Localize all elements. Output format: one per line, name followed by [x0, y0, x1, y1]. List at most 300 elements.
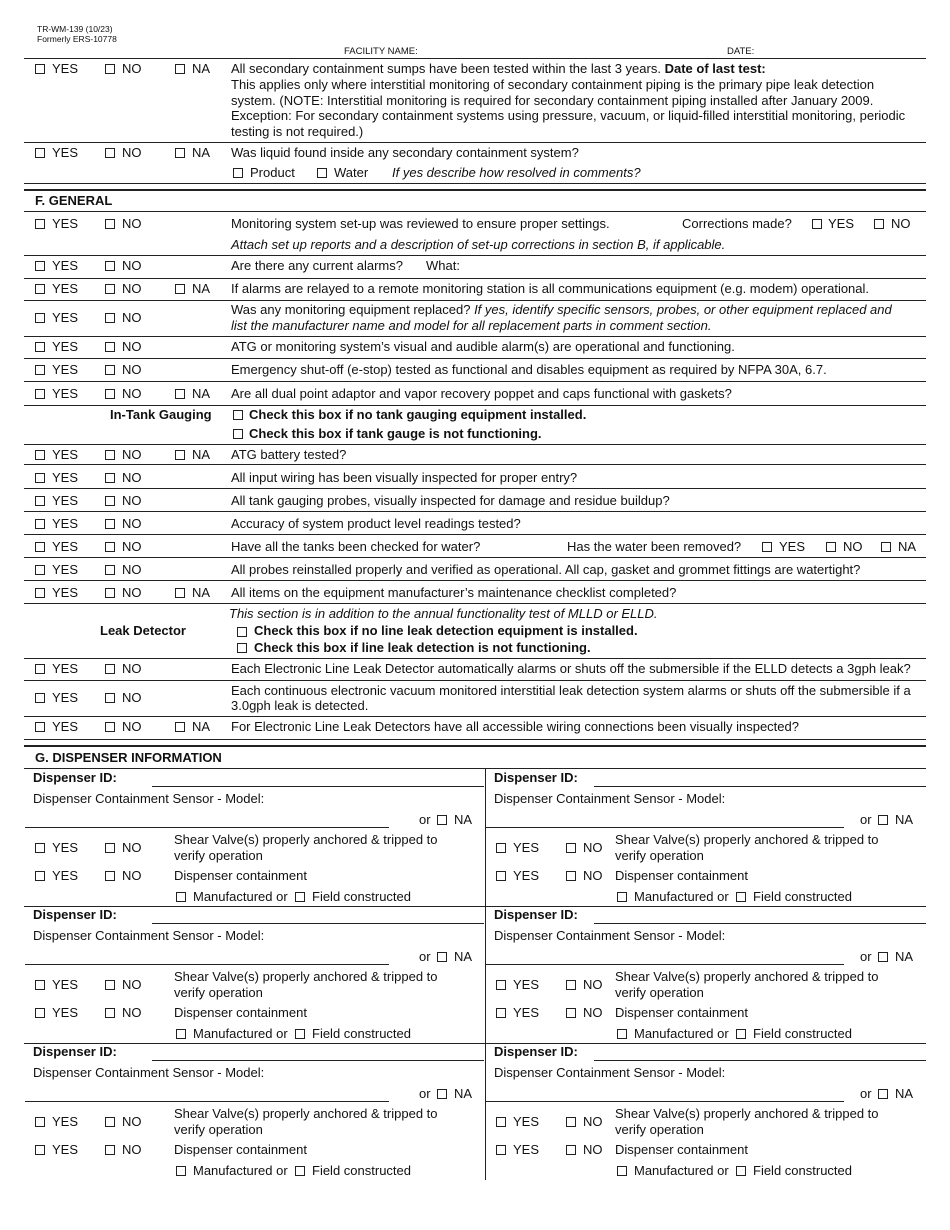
yes-label: YES [52, 1142, 79, 1157]
na-label: NA [192, 386, 211, 401]
sensor-model-field[interactable] [25, 827, 389, 828]
no-label: NO [122, 258, 142, 273]
yes-label: YES [52, 281, 79, 296]
gauge-not-functioning-checkbox[interactable] [233, 429, 243, 439]
leak-detector-note: This section is in addition to the annual functionality test of MLLD or ELLD. [229, 606, 658, 621]
yes-checkbox[interactable] [35, 542, 45, 552]
water-removed-yes-checkbox[interactable] [762, 542, 772, 552]
yes-label: YES [52, 216, 79, 231]
yes-label: YES [52, 690, 79, 705]
yes-checkbox[interactable] [35, 148, 45, 158]
sensor-model-field[interactable] [486, 1101, 844, 1102]
dispenser-id-field[interactable] [152, 1060, 484, 1061]
dispenser-id-label: Dispenser ID: [494, 907, 578, 922]
yes-label: YES [513, 977, 540, 992]
no-label: NO [843, 539, 863, 554]
field-constructed-label: Field constructed [753, 1026, 852, 1041]
yes-checkbox[interactable] [35, 284, 45, 294]
shear-valve-text: Shear Valve(s) properly anchored & tripped to [615, 1106, 879, 1121]
containment-no-checkbox[interactable] [566, 1008, 576, 1018]
no-checkbox[interactable] [105, 664, 115, 674]
shear-valve-yes-checkbox[interactable] [35, 843, 45, 853]
na-checkbox[interactable] [175, 588, 185, 598]
no-label: NO [122, 1114, 142, 1129]
na-checkbox[interactable] [175, 284, 185, 294]
yes-label: YES [513, 868, 540, 883]
divider [24, 358, 926, 359]
no-label: NO [122, 1005, 142, 1020]
yes-checkbox[interactable] [35, 389, 45, 399]
divider [24, 255, 926, 256]
shear-valve-text: Shear Valve(s) properly anchored & tripped to [174, 832, 438, 847]
containment-no-checkbox[interactable] [105, 871, 115, 881]
yes-label: YES [779, 539, 806, 554]
divider [24, 511, 926, 512]
shear-valve-text: verify operation [615, 985, 704, 1000]
no-label: NO [122, 661, 142, 676]
yes-label: YES [52, 977, 79, 992]
no-checkbox[interactable] [105, 64, 115, 74]
manufactured-label: Manufactured or [193, 889, 288, 904]
no-checkbox[interactable] [105, 565, 115, 575]
yes-label: YES [513, 1005, 540, 1020]
field-constructed-checkbox[interactable] [736, 1029, 746, 1039]
question-note: Attach set up reports and a description of set-up corrections in section B, if applicable. [231, 237, 726, 252]
sensor-model-field[interactable] [486, 827, 844, 828]
no-checkbox[interactable] [105, 284, 115, 294]
no-label: NO [583, 1005, 603, 1020]
no-label: NO [122, 61, 142, 76]
yes-label: YES [52, 719, 79, 734]
containment-text: Dispenser containment [174, 1142, 307, 1157]
dispenser-id-field[interactable] [594, 923, 926, 924]
no-checkbox[interactable] [105, 219, 115, 229]
manufactured-label: Manufactured or [193, 1163, 288, 1178]
question-text: Are all dual point adaptor and vapor recovery poppet and caps functional with gaskets? [231, 386, 732, 401]
no-label: NO [122, 281, 142, 296]
manufactured-checkbox[interactable] [617, 1166, 627, 1176]
na-label: NA [192, 281, 211, 296]
question-text: All tank gauging probes, visually inspected for damage and residue buildup? [231, 493, 670, 508]
yes-checkbox[interactable] [35, 219, 45, 229]
question-text: All input wiring has been visually inspected for proper entry? [231, 470, 578, 485]
or-label: or [419, 1086, 431, 1101]
shear-valve-text: Shear Valve(s) properly anchored & tripped to [174, 1106, 438, 1121]
na-label: NA [192, 447, 211, 462]
shear-valve-text: Shear Valve(s) properly anchored & tripped to [174, 969, 438, 984]
form-formerly: Formerly ERS-10778 [37, 34, 117, 44]
shear-valve-text: verify operation [174, 1122, 263, 1137]
divider [24, 183, 926, 184]
dispenser-id-field[interactable] [152, 923, 484, 924]
shear-valve-text: verify operation [615, 1122, 704, 1137]
yes-label: YES [52, 339, 79, 354]
or-label: or [419, 949, 431, 964]
divider [24, 580, 926, 581]
shear-valve-no-checkbox[interactable] [566, 980, 576, 990]
dispenser-id-field[interactable] [594, 1060, 926, 1061]
shear-valve-no-checkbox[interactable] [105, 980, 115, 990]
no-checkbox[interactable] [105, 342, 115, 352]
shear-valve-yes-checkbox[interactable] [496, 980, 506, 990]
divider [24, 381, 926, 382]
shear-valve-no-checkbox[interactable] [105, 843, 115, 853]
shear-valve-text: verify operation [174, 985, 263, 1000]
manufactured-checkbox[interactable] [176, 1029, 186, 1039]
no-label: NO [122, 470, 142, 485]
no-label: NO [122, 868, 142, 883]
yes-checkbox[interactable] [35, 693, 45, 703]
divider [24, 658, 926, 659]
field-constructed-label: Field constructed [312, 889, 411, 904]
yes-checkbox[interactable] [35, 473, 45, 483]
field-constructed-checkbox[interactable] [295, 892, 305, 902]
yes-label: YES [52, 310, 79, 325]
no-label: NO [122, 339, 142, 354]
no-label: NO [122, 539, 142, 554]
yes-label: YES [52, 562, 79, 577]
divider [24, 768, 926, 769]
na-checkbox[interactable] [175, 450, 185, 460]
no-label: NO [583, 868, 603, 883]
divider [24, 278, 926, 279]
question-text: If alarms are relayed to a remote monitoring station is all communications equipment (e.g. modem) operational. [231, 281, 870, 296]
water-removed-label: Has the water been removed? [567, 539, 742, 554]
yes-checkbox[interactable] [35, 722, 45, 732]
yes-checkbox[interactable] [35, 664, 45, 674]
no-label: NO [122, 977, 142, 992]
no-checkbox[interactable] [105, 588, 115, 598]
shear-valve-text: Shear Valve(s) properly anchored & tripped to [615, 832, 879, 847]
no-checkbox[interactable] [105, 542, 115, 552]
yes-label: YES [52, 1114, 79, 1129]
question-text: Are there any current alarms? [231, 258, 403, 273]
containment-yes-checkbox[interactable] [35, 871, 45, 881]
or-label: or [860, 949, 872, 964]
yes-label: YES [52, 1005, 79, 1020]
shear-valve-yes-checkbox[interactable] [496, 843, 506, 853]
leak-detector-label: Leak Detector [100, 623, 186, 638]
divider [24, 444, 926, 445]
sensor-model-label: Dispenser Containment Sensor - Model: [33, 1065, 265, 1080]
question-note: list the manufacturer name and model for all replacement parts in comment section. [231, 318, 712, 333]
no-label: NO [122, 493, 142, 508]
yes-checkbox[interactable] [35, 365, 45, 375]
yes-label: YES [513, 840, 540, 855]
containment-no-checkbox[interactable] [566, 1145, 576, 1155]
question-detail: This applies only where interstitial monitoring of secondary containment piping is the primary pipe leak detection [231, 77, 875, 92]
yes-label: YES [52, 145, 79, 160]
no-checkbox[interactable] [105, 722, 115, 732]
date-label: DATE: [727, 46, 755, 57]
divider [24, 142, 926, 143]
na-label: NA [192, 61, 211, 76]
question-text: Have all the tanks been checked for water? [231, 539, 481, 554]
containment-no-checkbox[interactable] [566, 871, 576, 881]
no-checkbox[interactable] [105, 450, 115, 460]
yes-label: YES [52, 362, 79, 377]
containment-yes-checkbox[interactable] [35, 1145, 45, 1155]
field-constructed-label: Field constructed [312, 1163, 411, 1178]
containment-yes-checkbox[interactable] [496, 1145, 506, 1155]
manufactured-checkbox[interactable] [617, 892, 627, 902]
divider [24, 405, 926, 406]
yes-label: YES [828, 216, 855, 231]
no-label: NO [583, 977, 603, 992]
yes-label: YES [52, 539, 79, 554]
water-removed-na-checkbox[interactable] [881, 542, 891, 552]
dispenser-id-label: Dispenser ID: [494, 1044, 578, 1059]
no-label: NO [122, 562, 142, 577]
corrections-yes-checkbox[interactable] [812, 219, 822, 229]
manufactured-checkbox[interactable] [176, 1166, 186, 1176]
sensor-na-checkbox[interactable] [437, 1089, 447, 1099]
divider [24, 464, 926, 465]
yes-label: YES [52, 493, 79, 508]
yes-checkbox[interactable] [35, 496, 45, 506]
dispenser-id-field[interactable] [594, 786, 926, 787]
divider [24, 716, 926, 717]
no-label: NO [122, 362, 142, 377]
check-label: Check this box if line leak detection is not functioning. [254, 640, 591, 655]
yes-checkbox[interactable] [35, 519, 45, 529]
divider [24, 680, 926, 681]
na-checkbox[interactable] [175, 64, 185, 74]
shear-valve-no-checkbox[interactable] [566, 843, 576, 853]
yes-checkbox[interactable] [35, 450, 45, 460]
shear-valve-yes-checkbox[interactable] [35, 980, 45, 990]
field-constructed-label: Field constructed [753, 889, 852, 904]
check-label: Check this box if no line leak detection equipment is installed. [254, 623, 638, 638]
manufactured-label: Manufactured or [193, 1026, 288, 1041]
form-code: TR-WM-139 (10/23) [37, 24, 113, 34]
no-label: NO [122, 447, 142, 462]
manufactured-checkbox[interactable] [617, 1029, 627, 1039]
question-detail: system. (NOTE: Interstitial monitoring is required for secondary containment piping installed after January 2009. [231, 93, 874, 108]
question-text: Accuracy of system product level readings tested? [231, 516, 521, 531]
containment-text: Dispenser containment [174, 1005, 307, 1020]
or-label: or [419, 812, 431, 827]
yes-label: YES [52, 447, 79, 462]
corrections-no-checkbox[interactable] [874, 219, 884, 229]
question-text: All items on the equipment manufacturer’s maintenance checklist completed? [231, 585, 677, 600]
field-constructed-checkbox[interactable] [736, 1166, 746, 1176]
water-checkbox[interactable] [317, 168, 327, 178]
question-detail: testing is not required.) [231, 124, 364, 139]
yes-label: YES [52, 470, 79, 485]
corrections-label: Corrections made? [682, 216, 792, 231]
no-label: NO [891, 216, 911, 231]
containment-text: Dispenser containment [615, 1005, 748, 1020]
yes-checkbox[interactable] [35, 313, 45, 323]
check-label: Check this box if tank gauge is not functioning. [249, 426, 542, 441]
question-text: For Electronic Line Leak Detectors have all accessible wiring connections been visually inspected? [231, 719, 799, 734]
divider [24, 739, 926, 740]
na-label: NA [895, 1086, 914, 1101]
shear-valve-text: Shear Valve(s) properly anchored & tripped to [615, 969, 879, 984]
sensor-model-field[interactable] [486, 964, 844, 965]
sensor-na-checkbox[interactable] [437, 815, 447, 825]
divider [24, 534, 926, 535]
no-label: NO [583, 1142, 603, 1157]
no-label: NO [122, 310, 142, 325]
dispenser-id-field[interactable] [152, 786, 484, 787]
no-label: NO [122, 690, 142, 705]
yes-label: YES [52, 258, 79, 273]
na-label: NA [898, 539, 917, 554]
sensor-model-label: Dispenser Containment Sensor - Model: [494, 928, 726, 943]
sensor-model-label: Dispenser Containment Sensor - Model: [33, 791, 265, 806]
dispenser-id-label: Dispenser ID: [33, 907, 117, 922]
or-label: or [860, 812, 872, 827]
no-checkbox[interactable] [105, 693, 115, 703]
field-constructed-checkbox[interactable] [295, 1029, 305, 1039]
divider [24, 300, 926, 301]
containment-no-checkbox[interactable] [105, 1008, 115, 1018]
na-checkbox[interactable] [175, 389, 185, 399]
na-label: NA [192, 145, 211, 160]
sensor-model-field[interactable] [25, 964, 389, 965]
yes-checkbox[interactable] [35, 588, 45, 598]
no-label: NO [583, 840, 603, 855]
yes-label: YES [52, 61, 79, 76]
sensor-model-label: Dispenser Containment Sensor - Model: [494, 1065, 726, 1080]
na-label: NA [192, 719, 211, 734]
question-text: Was liquid found inside any secondary containment system? [231, 145, 579, 160]
question-text: ATG or monitoring system’s visual and audible alarm(s) are operational and functioning. [231, 339, 735, 354]
na-label: NA [454, 1086, 473, 1101]
no-label: NO [122, 216, 142, 231]
facility-name-label: FACILITY NAME: [344, 46, 418, 57]
field-constructed-label: Field constructed [753, 1163, 852, 1178]
section-title-general: F. GENERAL [35, 193, 113, 208]
in-tank-gauging-label: In-Tank Gauging [110, 407, 212, 422]
no-checkbox[interactable] [105, 496, 115, 506]
sensor-na-checkbox[interactable] [878, 952, 888, 962]
shear-valve-text: verify operation [174, 848, 263, 863]
yes-checkbox[interactable] [35, 342, 45, 352]
na-label: NA [454, 949, 473, 964]
divider [24, 211, 926, 212]
divider [24, 603, 926, 604]
no-checkbox[interactable] [105, 389, 115, 399]
product-checkbox[interactable] [233, 168, 243, 178]
shear-valve-no-checkbox[interactable] [105, 1117, 115, 1127]
product-label: Product [250, 165, 295, 180]
field-constructed-label: Field constructed [312, 1026, 411, 1041]
line-leak-not-functioning-checkbox[interactable] [237, 643, 247, 653]
na-checkbox[interactable] [175, 148, 185, 158]
column-divider [485, 768, 486, 1180]
manufactured-label: Manufactured or [634, 1026, 729, 1041]
question-text: Monitoring system set-up was reviewed to ensure proper settings. [231, 216, 610, 231]
no-label: NO [583, 1114, 603, 1129]
dispenser-id-label: Dispenser ID: [494, 770, 578, 785]
yes-label: YES [52, 868, 79, 883]
no-label: NO [122, 1142, 142, 1157]
divider [24, 1043, 926, 1044]
sensor-na-checkbox[interactable] [878, 1089, 888, 1099]
shear-valve-no-checkbox[interactable] [566, 1117, 576, 1127]
yes-label: YES [513, 1142, 540, 1157]
containment-text: Dispenser containment [615, 1142, 748, 1157]
yes-label: YES [52, 516, 79, 531]
no-checkbox[interactable] [105, 148, 115, 158]
or-label: or [860, 1086, 872, 1101]
manufactured-label: Manufactured or [634, 889, 729, 904]
no-tank-gauging-checkbox[interactable] [233, 410, 243, 420]
no-line-leak-detection-checkbox[interactable] [237, 627, 247, 637]
yes-checkbox[interactable] [35, 261, 45, 271]
yes-label: YES [513, 1114, 540, 1129]
what-label: What: [426, 258, 460, 273]
no-label: NO [122, 585, 142, 600]
yes-label: YES [52, 585, 79, 600]
containment-yes-checkbox[interactable] [496, 871, 506, 881]
question-text: ATG battery tested? [231, 447, 347, 462]
no-checkbox[interactable] [105, 313, 115, 323]
question-detail: Exception: For secondary containment systems using pressure, vacuum, or liquid-filled interstitial monitoring, periodic [231, 108, 906, 123]
yes-checkbox[interactable] [35, 565, 45, 575]
no-checkbox[interactable] [105, 261, 115, 271]
question-text: Each continuous electronic vacuum monitored interstitial leak detection system alarms or shuts off the submersible if a [231, 683, 911, 698]
section-divider [24, 745, 926, 747]
question-note: If yes describe how resolved in comments? [392, 165, 641, 180]
na-checkbox[interactable] [175, 722, 185, 732]
field-constructed-checkbox[interactable] [295, 1166, 305, 1176]
check-label: Check this box if no tank gauging equipment installed. [249, 407, 587, 422]
containment-yes-checkbox[interactable] [35, 1008, 45, 1018]
divider [24, 336, 926, 337]
na-label: NA [454, 812, 473, 827]
manufactured-label: Manufactured or [634, 1163, 729, 1178]
no-label: NO [122, 145, 142, 160]
yes-checkbox[interactable] [35, 64, 45, 74]
sensor-model-label: Dispenser Containment Sensor - Model: [494, 791, 726, 806]
yes-label: YES [52, 840, 79, 855]
divider [24, 488, 926, 489]
shear-valve-yes-checkbox[interactable] [496, 1117, 506, 1127]
no-checkbox[interactable] [105, 473, 115, 483]
sensor-na-checkbox[interactable] [437, 952, 447, 962]
no-checkbox[interactable] [105, 519, 115, 529]
containment-no-checkbox[interactable] [105, 1145, 115, 1155]
na-label: NA [895, 949, 914, 964]
question-text: Was any monitoring equipment replaced? If yes, identify specific sensors, probes, or other equipment replaced and [231, 302, 892, 317]
sensor-model-field[interactable] [25, 1101, 389, 1102]
question-text: 3.0gph leak is detected. [231, 698, 369, 713]
question-text: Emergency shut-off (e-stop) tested as functional and disables equipment as required by NFPA 30A, 6.7. [231, 362, 827, 377]
question-text: All secondary containment sumps have been tested within the last 3 years. Date of last test: [231, 61, 766, 76]
field-constructed-checkbox[interactable] [736, 892, 746, 902]
containment-text: Dispenser containment [615, 868, 748, 883]
na-label: NA [895, 812, 914, 827]
shear-valve-yes-checkbox[interactable] [35, 1117, 45, 1127]
containment-text: Dispenser containment [174, 868, 307, 883]
no-label: NO [122, 719, 142, 734]
no-label: NO [122, 840, 142, 855]
yes-label: YES [52, 661, 79, 676]
manufactured-checkbox[interactable] [176, 892, 186, 902]
question-text: Each Electronic Line Leak Detector automatically alarms or shuts off the submersible if the ELLD detects a 3gph leak? [231, 661, 911, 676]
divider [24, 58, 926, 59]
na-label: NA [192, 585, 211, 600]
shear-valve-text: verify operation [615, 848, 704, 863]
water-removed-no-checkbox[interactable] [826, 542, 836, 552]
no-checkbox[interactable] [105, 365, 115, 375]
containment-yes-checkbox[interactable] [496, 1008, 506, 1018]
sensor-na-checkbox[interactable] [878, 815, 888, 825]
